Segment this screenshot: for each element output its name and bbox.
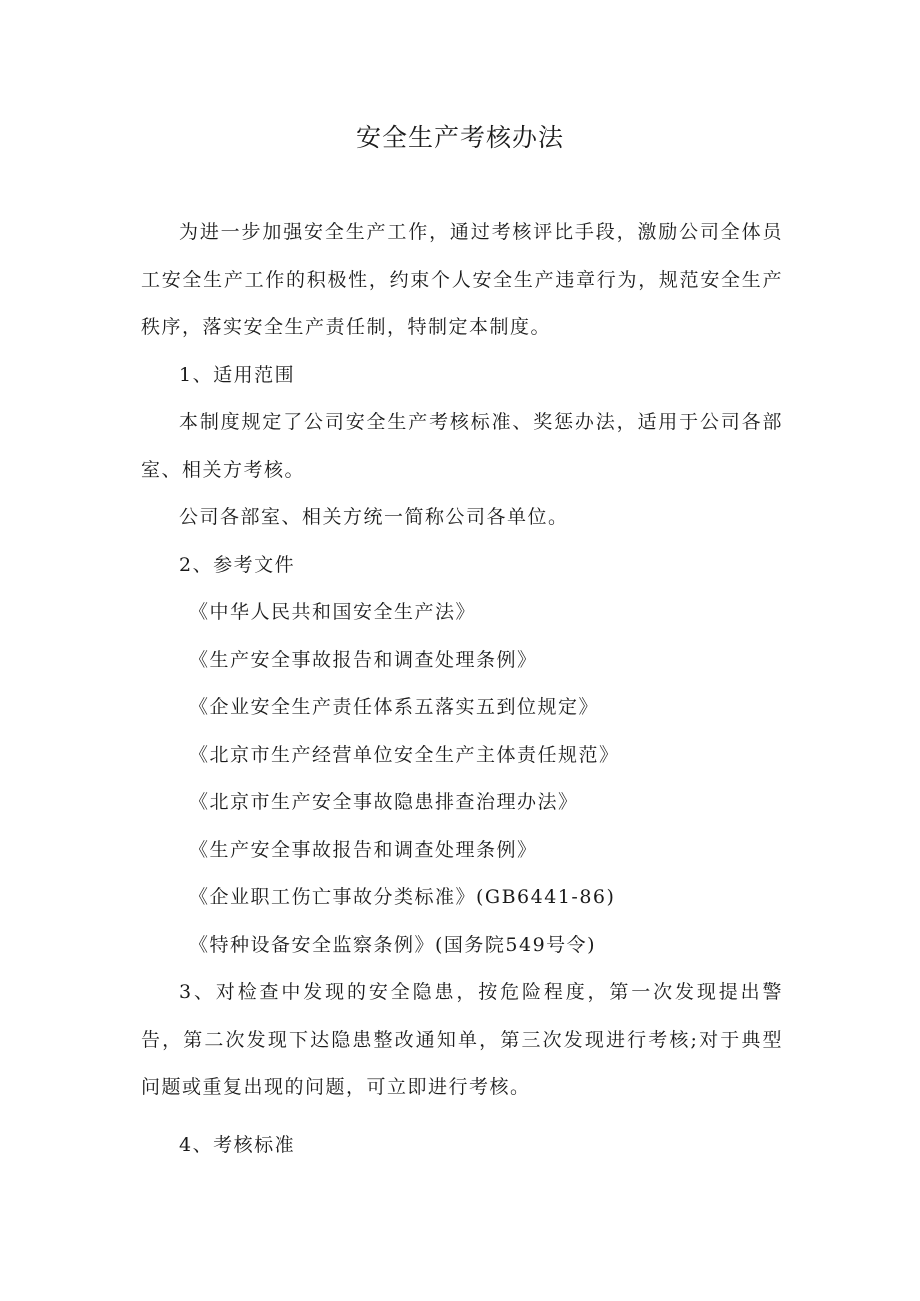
reference-item: 《生产安全事故报告和调查处理条例》: [189, 838, 538, 861]
document-body: [141, 209, 783, 1169]
reference-item: 《企业职工伤亡事故分类标准》(GB6441-86): [189, 886, 616, 908]
section-1-heading: 1、适用范围: [179, 363, 296, 386]
reference-item: 《企业安全生产责任体系五落实五到位规定》: [189, 696, 600, 718]
intro-paragraph: 为进一步加强安全生产工作，通过考核评比手段，激励公司全体员工安全生产工作的积极性，约束个人安全生产违章行为，规范安全生产秩序，落实安全生产责任制，特制定本制度。: [141, 221, 783, 338]
reference-item: 《北京市生产经营单位安全生产主体责任规范》: [189, 743, 620, 766]
reference-item: 《生产安全事故报告和调查处理条例》: [189, 648, 538, 671]
section-4-heading: 4、考核标准: [179, 1133, 296, 1156]
reference-item: 《北京市生产安全事故隐患排查治理办法》: [189, 791, 579, 813]
reference-item: 《中华人民共和国安全生产法》: [189, 601, 477, 623]
section-1-paragraph-1: 本制度规定了公司安全生产考核标准、奖惩办法，适用于公司各部室、相关方考核。: [141, 411, 783, 481]
reference-item: 《特种设备安全监察条例》(国务院549号令): [189, 933, 597, 956]
section-1-paragraph-2: 公司各部室、相关方统一简称公司各单位。: [179, 506, 569, 528]
section-3-paragraph: 3、对检查中发现的安全隐患，按危险程度，第一次发现提出警告，第二次发现下达隐患整改通知单，第三次发现进行考核;对于典型问题或重复出现的问题，可立即进行考核。: [141, 981, 783, 1098]
document-title: 安全生产考核办法: [355, 123, 564, 152]
section-2-heading: 2、参考文件: [179, 553, 296, 576]
